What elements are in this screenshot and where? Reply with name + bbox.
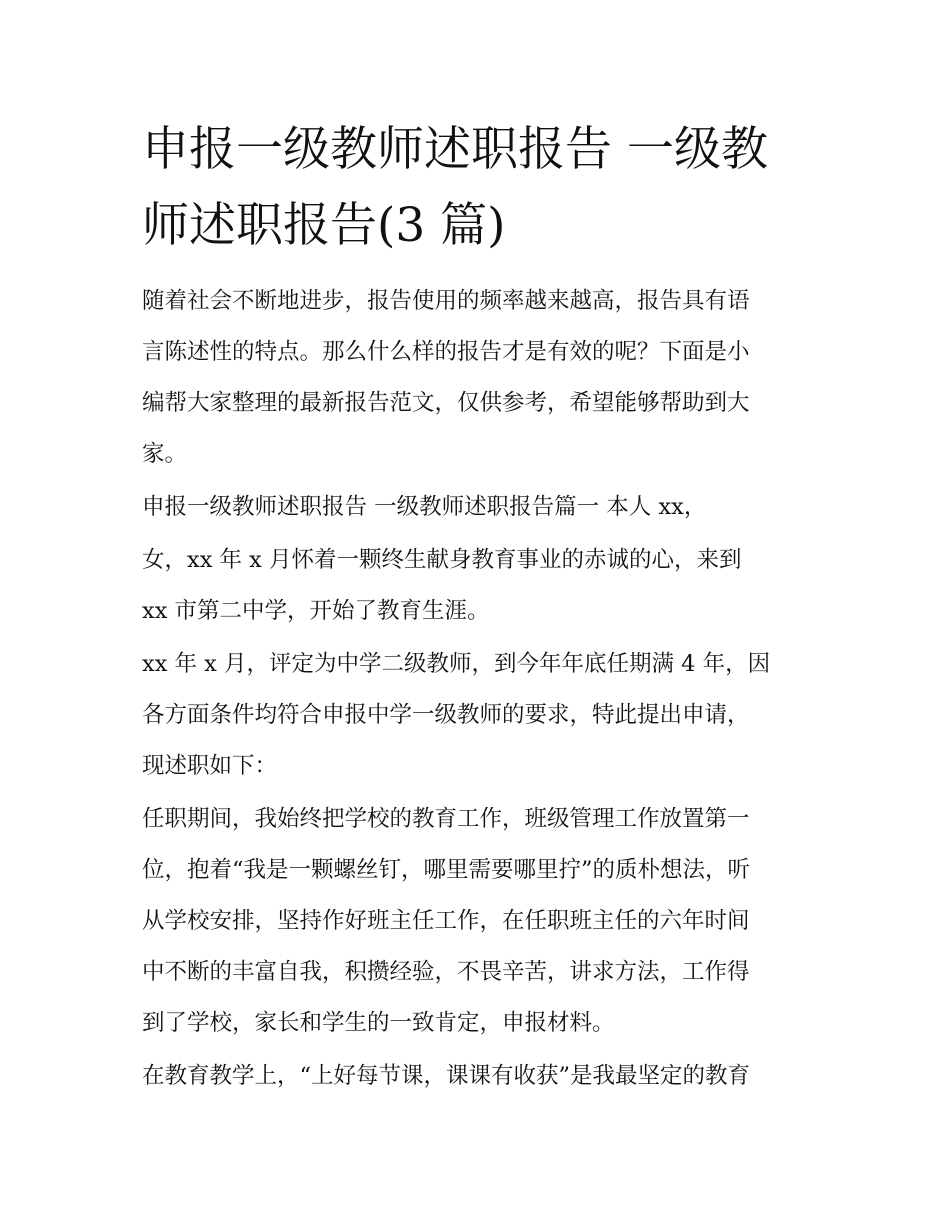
- text-line: 各方面条件均符合申报中学一级教师的要求，特此提出申请，: [142, 702, 750, 728]
- text-line: 言陈述性的特点。那么什么样的报告才是有效的呢？下面是小: [142, 339, 750, 365]
- paragraph-application: [142, 639, 822, 792]
- text-line: 家。: [142, 441, 188, 467]
- text-line: 从学校安排，坚持作好班主任工作，在任职班主任的六年时间: [142, 908, 750, 934]
- document-title: [142, 112, 822, 264]
- title-line: 申报一级教师述职报告 一级教: [142, 122, 768, 177]
- paragraph-teaching: [142, 1051, 822, 1102]
- text-line: 位，抱着“我是一颗螺丝钉，哪里需要哪里拧”的质朴想法，听: [142, 857, 751, 883]
- text-line: 申报一级教师述职报告 一级教师述职报告篇一 本人 xx，: [142, 494, 707, 520]
- text-line: 中不断的丰富自我，积攒经验，不畏辛苦，讲求方法，工作得: [142, 959, 750, 985]
- title-line: 师述职报告(3 篇): [142, 198, 506, 253]
- text-line: 编帮大家整理的最新报告范文，仅供参考，希望能够帮助到大: [142, 390, 750, 416]
- paragraph-personal-info: [142, 535, 822, 637]
- paragraph-intro: [142, 276, 822, 480]
- text-line: 现述职如下：: [142, 753, 278, 779]
- text-line: xx 市第二中学，开始了教育生涯。: [142, 598, 490, 624]
- document-body: [142, 276, 822, 1104]
- text-line: 到了学校，家长和学生的一致肯定，申报材料。: [142, 1010, 615, 1036]
- text-line: 在教育教学上，“上好每节课，课课有收获”是我最坚定的教育: [142, 1063, 751, 1089]
- text-line: xx 年 x 月，评定为中学二级教师，到今年年底任期满 4 年，因: [142, 651, 771, 677]
- paragraph-report-heading: [142, 482, 822, 533]
- paragraph-tenure: [142, 794, 822, 1049]
- text-line: 任职期间，我始终把学校的教育工作，班级管理工作放置第一: [142, 806, 750, 832]
- text-line: 女，xx 年 x 月怀着一颗终生献身教育事业的赤诚的心，来到: [142, 547, 742, 573]
- text-line: 随着社会不断地进步，报告使用的频率越来越高，报告具有语: [142, 288, 750, 314]
